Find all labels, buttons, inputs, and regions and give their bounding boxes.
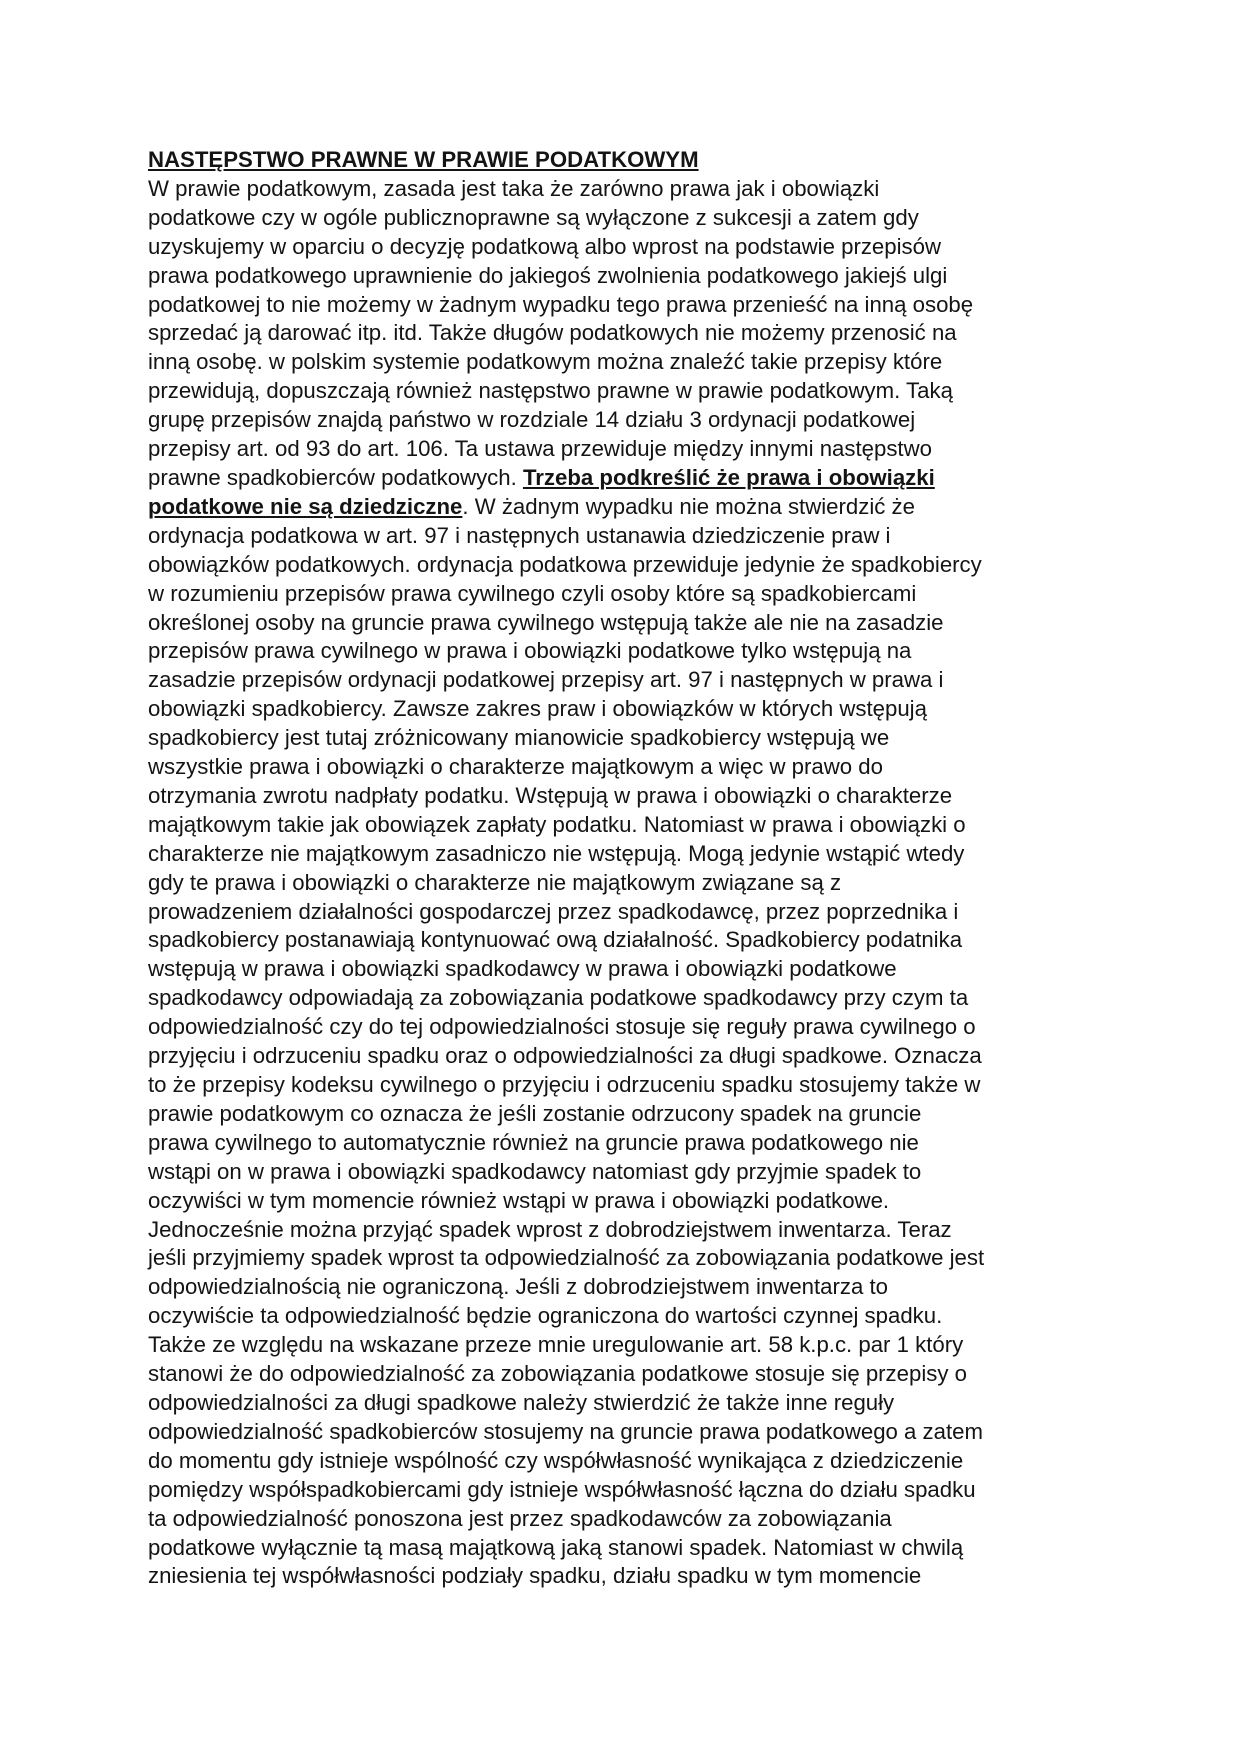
text-line: inną osobę. w polskim systemie podatkowym można znaleźć takie przepisy które	[148, 349, 943, 375]
text-line: Także ze względu na wskazane przeze mnie uregulowanie art. 58 k.p.c. par 1 który	[148, 1332, 964, 1358]
text-line: Jednocześnie można przyjąć spadek wprost z dobrodziejstwem inwentarza. Teraz	[148, 1216, 952, 1242]
text-segment: prawne spadkobierców podatkowych.	[148, 464, 523, 490]
text-line: do momentu gdy istnieje wspólność czy współwłasność wynikająca z dziedziczenie	[148, 1447, 964, 1473]
text-line: zniesienia tej współwłasności podziały spadku, działu spadku w tym momencie	[148, 1563, 922, 1589]
text-line: majątkowym takie jak obowiązek zapłaty podatku. Natomiast w prawa i obowiązki o	[148, 811, 966, 837]
text-line: wszystkie prawa i obowiązki o charakterze majątkowym a więc w prawo do	[148, 754, 883, 780]
text-line: prawa cywilnego to automatycznie również na gruncie prawa podatkowego nie	[148, 1129, 919, 1155]
text-line: odpowiedzialność czy do tej odpowiedzialności stosuje się reguły prawa cywilnego o	[148, 1014, 976, 1040]
text-line: prowadzeniem działalności gospodarczej przez spadkodawcę, przez poprzednika i	[148, 898, 959, 924]
text-line-with-emphasis	[148, 464, 1108, 493]
text-line: wstąpi on w prawa i obowiązki spadkodawcy natomiast gdy przyjmie spadek to	[148, 1158, 922, 1184]
text-segment: . W żadnym wypadku nie można stwierdzić że	[462, 493, 915, 519]
text-line: otrzymania zwrotu nadpłaty podatku. Wstępują w prawa i obowiązki o charakterze	[148, 782, 953, 808]
text-line: zasadzie przepisów ordynacji podatkowej przepisy art. 97 i następnych w prawa i	[148, 667, 944, 693]
text-line: spadkodawcy odpowiadają za zobowiązania podatkowe spadkodawcy przy czym ta	[148, 985, 969, 1011]
text-line: grupę przepisów znajdą państwo w rozdziale 14 działu 3 ordynacji podatkowej	[148, 407, 916, 433]
text-line: prawa podatkowego uprawnienie do jakiegoś zwolnienia podatkowego jakiejś ulgi	[148, 262, 948, 288]
text-line: obowiązków podatkowych. ordynacja podatkowa przewiduje jedynie że spadkobiercy	[148, 551, 982, 577]
text-line: określonej osoby na gruncie prawa cywilnego wstępują także ale nie na zasadzie	[148, 609, 944, 635]
text-line: spadkobiercy jest tutaj zróżnicowany mianowicie spadkobiercy wstępują we	[148, 725, 890, 751]
text-line: odpowiedzialność spadkobierców stosujemy na gruncie prawa podatkowego a zatem	[148, 1418, 983, 1444]
emphasized-statement: podatkowe nie są dziedziczne	[148, 493, 463, 519]
text-line: oczywiści w tym momencie również wstąpi w prawa i obowiązki podatkowe.	[148, 1187, 890, 1213]
text-line: przyjęciu i odrzuceniu spadku oraz o odpowiedzialności za długi spadkowe. Oznacza	[148, 1043, 982, 1069]
text-line: podatkowe wyłącznie tą masą majątkową jaką stanowi spadek. Natomiast w chwilą	[148, 1534, 964, 1560]
text-line: podatkowej to nie możemy w żadnym wypadku tego prawa przenieść na inną osobę	[148, 291, 974, 317]
text-line: pomiędzy współspadkobiercami gdy istnieje współwłasność łączna do działu spadku	[148, 1476, 976, 1502]
text-line: charakterze nie majątkowym zasadniczo nie wstępują. Mogą jedynie wstąpić wtedy	[148, 840, 965, 866]
document-title: NASTĘPSTWO PRAWNE W PRAWIE PODATKOWYM	[148, 147, 699, 172]
text-line: ordynacja podatkowa w art. 97 i następnych ustanawia dziedziczenie praw i	[148, 522, 891, 548]
text-line: przepisy art. od 93 do art. 106. Ta ustawa przewiduje między innymi następstwo	[148, 436, 932, 462]
text-line: podatkowe czy w ogóle publicznoprawne są wyłączone z sukcesji a zatem gdy	[148, 204, 919, 230]
text-line: spadkobiercy postanawiają kontynuować ową działalność. Spadkobiercy podatnika	[148, 927, 963, 953]
text-line: przewidują, dopuszczają również następstwo prawne w prawie podatkowym. Taką	[148, 378, 953, 404]
text-line: ta odpowiedzialność ponoszona jest przez spadkodawców za zobowiązania	[148, 1505, 892, 1531]
text-line: stanowi że do odpowiedzialność za zobowiązania podatkowe stosuje się przepisy o	[148, 1361, 967, 1387]
text-line: wstępują w prawa i obowiązki spadkodawcy w prawa i obowiązki podatkowe	[148, 956, 897, 982]
text-line: sprzedać ją darować itp. itd. Także długów podatkowych nie możemy przenosić na	[148, 320, 957, 346]
text-line: to że przepisy kodeksu cywilnego o przyjęciu i odrzuceniu spadku stosujemy także w	[148, 1072, 981, 1097]
text-line: obowiązki spadkobiercy. Zawsze zakres praw i obowiązków w których wstępują	[148, 696, 927, 722]
text-line: oczywiście ta odpowiedzialność będzie ograniczona do wartości czynnej spadku.	[148, 1303, 943, 1329]
emphasized-statement: Trzeba podkreślić że prawa i obowiązki	[522, 464, 935, 490]
text-line-with-emphasis	[148, 493, 1108, 522]
document-body	[148, 146, 1108, 1591]
remaining-text	[148, 522, 1108, 1592]
text-line: odpowiedzialnością nie ograniczoną. Jeśli z dobrodziejstwem inwentarza to	[148, 1274, 888, 1300]
text-line: odpowiedzialności za długi spadkowe należy stwierdzić że także inne reguły	[148, 1389, 895, 1415]
text-line: w rozumieniu przepisów prawa cywilnego czyli osoby które są spadkobiercami	[148, 580, 917, 606]
text-line: W prawie podatkowym, zasada jest taka że zarówno prawa jak i obowiązki	[148, 175, 880, 201]
text-line: jeśli przyjmiemy spadek wprost ta odpowiedzialność za zobowiązania podatkowe jest	[148, 1245, 985, 1271]
text-line: przepisów prawa cywilnego w prawa i obowiązki podatkowe tylko wstępują na	[148, 638, 912, 664]
text-line: prawie podatkowym co oznacza że jeśli zostanie odrzucony spadek na gruncie	[148, 1100, 922, 1126]
text-line: gdy te prawa i obowiązki o charakterze nie majątkowym związane są z	[148, 869, 842, 895]
text-line: uzyskujemy w oparciu o decyzję podatkową albo wprost na podstawie przepisów	[148, 233, 941, 259]
